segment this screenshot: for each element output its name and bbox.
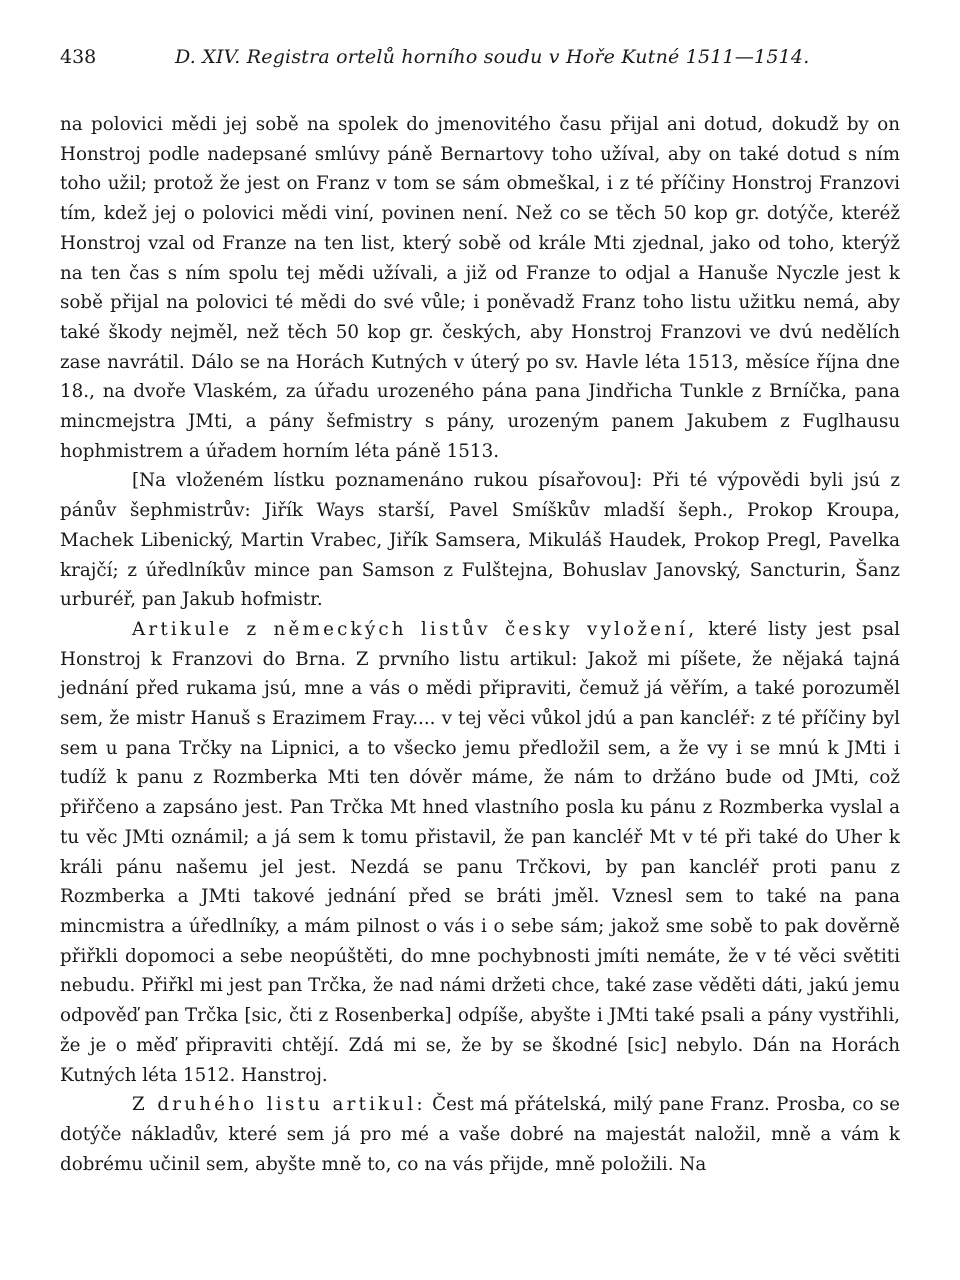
paragraph-text: Čest má přátelská, milý pane Franz. Prosba, co se dotýče nákladův, které sem já pro mé a vaše dobré na majestát naložil, mně a vám k dobrému učinil sem, abyšte mně to, co na vás přijde, mně položili. Na [60, 1094, 900, 1175]
paragraph-second-letter [60, 1090, 900, 1179]
body-text [60, 110, 900, 1179]
document-page [60, 46, 900, 1179]
paragraph-verdict [60, 110, 900, 466]
paragraph-first-letter [60, 615, 900, 1090]
paragraph-text: na polovici mědi jej sobě na spolek do jmenovitého času přijal ani dotud, dokudž by on Honstroj podle nadepsané smlúvy páně Bernartovy toho užíval, aby on také dotud s ním toho užil; protož že jest on Franz v tom se sám obmeškal, i z té příčiny Honstroj Franzovi tím, kdež jej o polovici mědi viní, povinen není. Než co se těch 50 kop gr. dotýče, kteréž Honstroj vzal od Franze na ten list, který sobě od krále Mti zjednal, jako od toho, kterýž na ten čas s ním spolu tej mědi užívali, a již od Franze to odjal a Hanuše Nyczle jest k sobě přijal na polovici té mědi do své vůle; i poněvadž Franz toho listu užitku nemá, aby také škody nejměl, než těch 50 kop gr. českých, aby Honstroj Franzovi ve dvú nedělích zase navrátil. Dálo se na Horách Kutných v úterý po sv. Havle léta 1513, měsíce října dne 18., na dvoře Vlaském, za úřadu urozeného pána pana Jindřicha Tunkle z Brníčka, pana mincmejstra JMti, a pány šefmistry s pány, urozeným panem Jakubem z Fuglhausu hophmistrem a úřadem horním léta páně 1513. [60, 114, 900, 462]
paragraph-text: které listy jest psal Honstroj k Franzovi do Brna. Z prvního listu artikul: Jakož mi píšete, že nějaká tajná jednání před rukama jsú, mne a vás o mědi připraviti, čemuž já věřím, a také porozuměl sem, že mistr Hanuš s Erazimem Fray.... v tej věci vůkol jdú a pan kancléř: z té příčiny byl sem u pana Trčky na Lipnici, a to všecko jemu předložil sem, a že vy i se mnú k JMti i tudíž k panu z Rozmberka Mti ten dóvěr máme, že nám to držáno bude od JMti, což přiřčeno a zapsáno jest. Pan Trčka Mt hned vlastního posla ku pánu z Rozmberka vyslal a tu věc JMti oznámil; a já sem k tomu přistavil, že pan kancléř Mt v té při také do Uher k králi pánu našemu jel jest. Nezdá se panu Trčkovi, by pan kancléř proti panu z Rozmberka a JMti takové jednání před se bráti jměl. Vznesl sem to také na pana mincmistra a úředlníky, a mám pilnost o vás i o sebe sám; jakož sme sobě to pak dověrně přiřkli dopomoci a sebe neopúštěti, do mne pochybnosti jmíti nemáte, že v té věci světiti nebudu. Přiřkl mi jest pan Trčka, že nad námi držeti chce, také zase věděti dáti, jakú jemu odpověď pan Trčka [sic, čti z Rosenberka] odpíše, abyšte i JMti také psali a pány vystřihli, že je o měď připraviti chtějí. Zdá mi se, že by se škodné [sic] nebylo. Dán na Horách Kutných léta 1512. Hanstroj. [60, 618, 900, 1086]
running-title: D. XIV. Registra ortelů horního soudu v Hoře Kutné 1511—1514. [175, 46, 810, 68]
spaced-heading: Z druhého listu artikul: [132, 1094, 426, 1116]
page-number: 438 [60, 46, 97, 68]
spaced-heading: Artikule z německých listův česky vyložení, [132, 618, 698, 640]
running-head [60, 46, 900, 76]
paragraph-note [60, 466, 900, 615]
paragraph-text: [Na vloženém lístku poznamenáno rukou písařovou]: Při té výpovědi byli jsú z pánův šephmistrův: Jiřík Ways starší, Pavel Smíškův mladší šeph., Prokop Kroupa, Machek Libenický, Martin Vrabec, Jiřík Samsera, Mikuláš Haudek, Prokop Pregl, Pavelka krajčí; z úředlníkův mince pan Samson z Fulštejna, Bohuslav Janovský, Sancturin, Šanz urburéř, pan Jakub hofmistr. [60, 470, 900, 611]
